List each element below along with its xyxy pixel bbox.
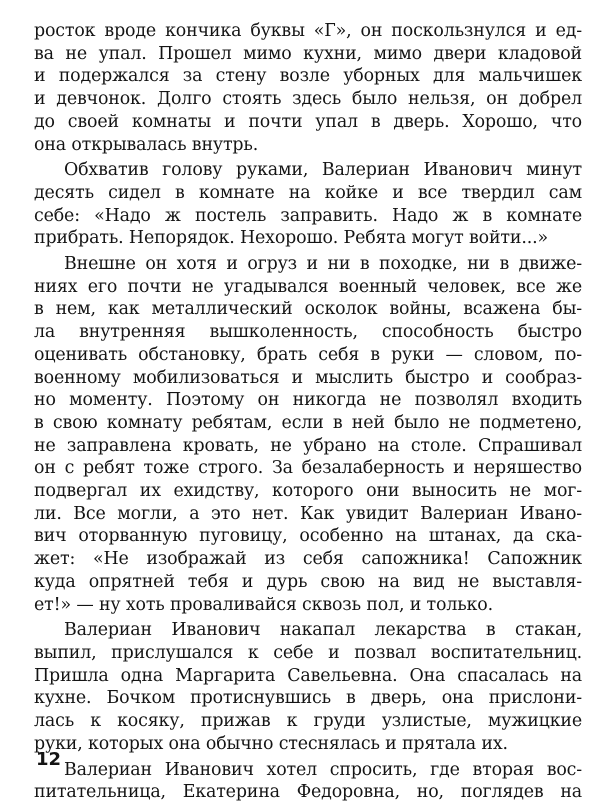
text-line: вич оторванную пуговицу, особенно на штанах, да ска- (34, 526, 582, 547)
text-line: ли. Все могли, а это нет. Как увидит Валериан Ивано- (34, 503, 582, 524)
text-line: ла внутренняя вышколенность, способность быстро (34, 322, 582, 343)
text-line: Валериан Иванович хотел спросить, где вторая вос- (64, 759, 582, 780)
book-page-text (34, 20, 582, 804)
text-line: ет!» — ну хоть проваливайся сквозь пол, и только. (34, 594, 493, 615)
text-line: Валериан Иванович накапал лекарства в стакан, (64, 620, 582, 641)
text-line: руки, которых она обычно стеснялась и прятала их. (34, 733, 508, 754)
text-line: куда опрятней тебя и дурь свою на вид не выставля- (34, 571, 582, 592)
text-line: питательница, Екатерина Федоровна, но, поглядев на (34, 782, 582, 803)
text-line: Обхватив голову руками, Валериан Иванович минут (64, 160, 582, 181)
text-line: кухне. Бочком протиснувшись в дверь, она прислони- (34, 688, 582, 709)
text-line: в свою комнату ребятам, если в ней было не подметено, (34, 412, 582, 433)
text-line: десять сидел в комнате на койке и все твердил сам (34, 182, 582, 203)
text-line: и подержался за стену возле уборных для мальчишек (34, 66, 582, 87)
text-line: ва не упал. Прошел мимо кухни, мимо двери кладовой (34, 43, 582, 64)
page-number: 12 (36, 749, 62, 770)
text-line: себе: «Надо ж постель заправить. Надо ж в комнате (34, 205, 582, 226)
text-line: он с ребят тоже строго. За безалаберность и неряшество (34, 458, 582, 479)
text-line: но моменту. Поэтому он никогда не позволял входить (34, 390, 582, 411)
text-line: она открывалась внутрь. (34, 134, 259, 155)
text-line: подвергал их ехидству, которого они выносить не мог- (34, 481, 582, 502)
text-line: прибрать. Непорядок. Нехорошо. Ребята могут войти...» (34, 228, 548, 249)
text-line: Пришла одна Маргарита Савельевна. Она спасалась на (34, 665, 582, 686)
paragraph-1 (34, 20, 582, 156)
text-line: и девчонок. Долго стоять здесь было нельзя, он добрел (34, 89, 582, 110)
text-line: в нем, как металлический осколок войны, всажена бы- (34, 299, 582, 320)
text-line: ниях его почти не угадывался военный человек, все же (34, 276, 582, 297)
text-line: до своей комнаты и почти упал в дверь. Хорошо, что (34, 111, 582, 132)
text-line: лась к косяку, прижав к груди узлистые, мужицкие (34, 711, 582, 732)
text-line: росток вроде кончика буквы «Г», он поскользнулся и ед- (34, 21, 582, 41)
text-line: не заправлена кровать, не убрано на столе. Спрашивал (34, 435, 582, 456)
text-line: военному мобилизоваться и мыслить быстро и сообраз- (34, 367, 582, 388)
paragraph-5 (34, 759, 582, 804)
text-line: жет: «Не изображай из себя сапожника! Сапожник (34, 549, 582, 570)
paragraph-3 (34, 253, 582, 616)
paragraph-4 (34, 619, 582, 755)
text-line: оценивать обстановку, брать себя в руки — словом, по- (34, 344, 582, 365)
text-line: выпил, прислушался к себе и позвал воспитательниц. (34, 642, 582, 663)
paragraph-2 (34, 159, 582, 250)
text-line: Внешне он хотя и огруз и ни в походке, ни в движе- (64, 254, 582, 275)
